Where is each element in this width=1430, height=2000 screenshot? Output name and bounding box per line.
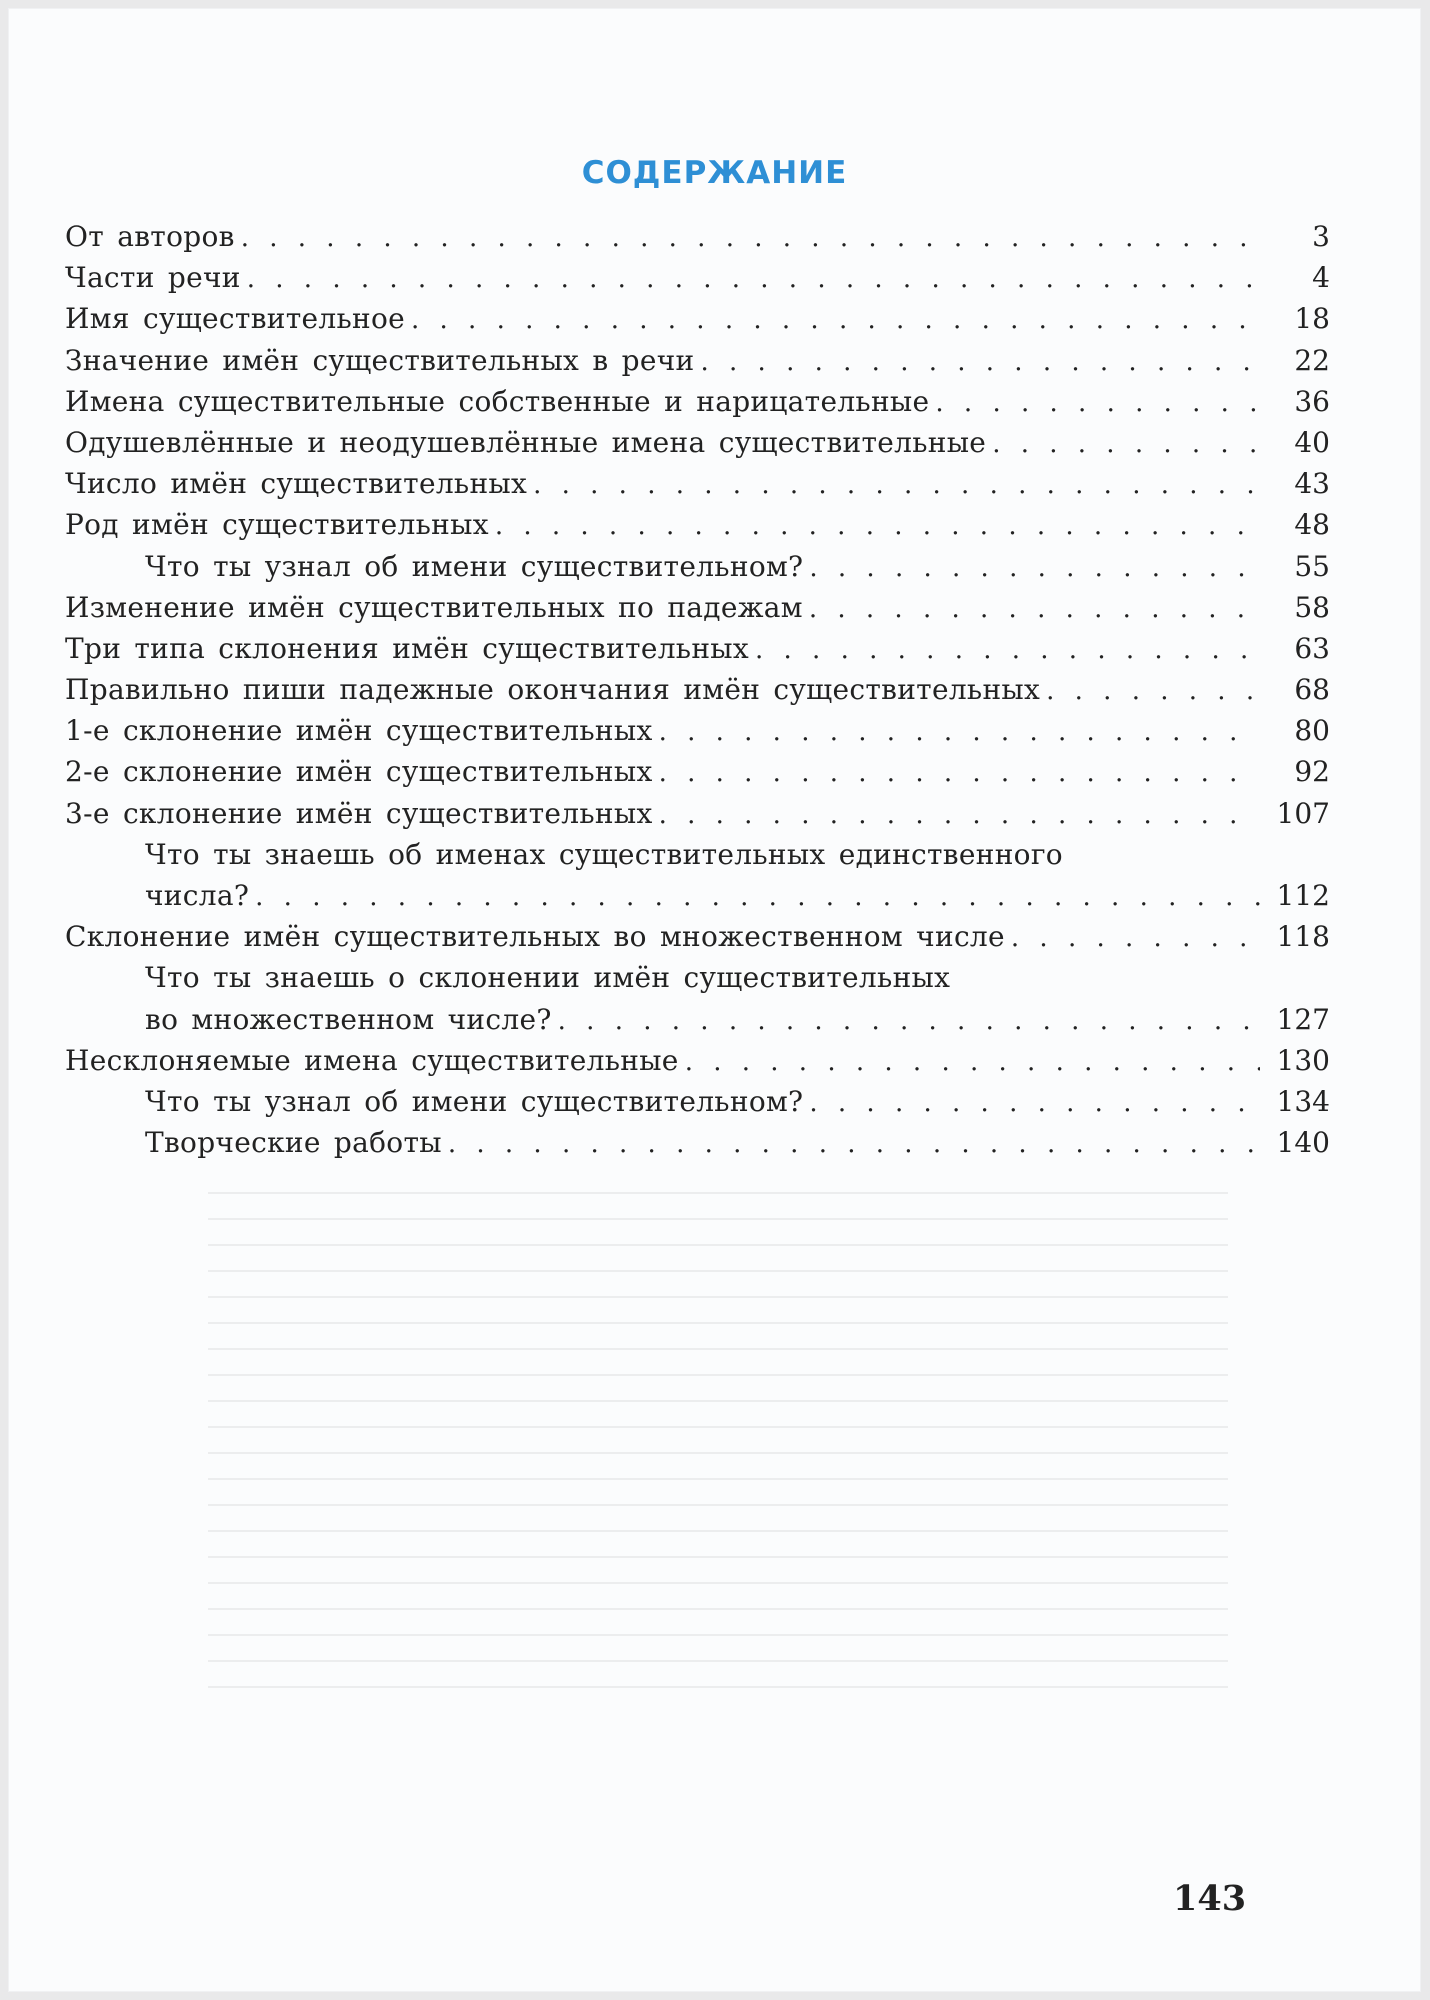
toc-entry-page: 127	[1276, 1002, 1330, 1036]
toc-entry-label: Одушевлённые и неодушевлённые имена существительные	[65, 425, 987, 459]
toc-entry-page: 107	[1276, 796, 1330, 830]
toc-entry-label: Число имён существительных	[65, 467, 528, 501]
toc-entry-page: 22	[1294, 343, 1330, 377]
toc-entry-label: Имя существительное	[65, 302, 405, 336]
leader-dots	[558, 1006, 1260, 1036]
toc-entry[interactable]	[65, 426, 1330, 467]
toc-entry-page: 68	[1294, 673, 1330, 707]
leader-dots	[241, 223, 1260, 253]
toc-entry[interactable]	[65, 797, 1330, 838]
leader-dots	[659, 717, 1260, 747]
leader-dots	[1011, 923, 1260, 953]
toc-subentry[interactable]	[65, 1126, 1330, 1167]
toc-entry-label: 2-е склонение имён существительных	[65, 755, 653, 789]
toc-entry[interactable]	[65, 385, 1330, 426]
toc-title: СОДЕРЖАНИЕ	[581, 155, 848, 191]
toc-subentry-line[interactable]	[65, 838, 1330, 879]
toc-entry-page: 92	[1294, 755, 1330, 789]
toc-entry-label: 3-е склонение имён существительных	[65, 796, 653, 830]
toc-entry[interactable]	[65, 302, 1330, 343]
toc-subentry[interactable]	[65, 1085, 1330, 1126]
leader-dots	[992, 429, 1260, 459]
leader-dots	[659, 758, 1260, 788]
toc-entry-label: числа?	[145, 879, 250, 912]
leader-dots	[411, 305, 1260, 335]
toc-entry[interactable]	[65, 508, 1330, 549]
toc-entry[interactable]	[65, 261, 1330, 302]
toc-entry[interactable]	[65, 920, 1330, 961]
toc-entry-label: Значение имён существительных в речи	[65, 343, 695, 377]
toc-entry-label: Части речи	[65, 261, 241, 295]
toc-entry[interactable]	[65, 591, 1330, 632]
toc-entry-label: Род имён существительных	[65, 508, 489, 542]
toc-subentry-line[interactable]	[65, 961, 1330, 1002]
toc-entry-label: Что ты узнал об имени существительном?	[145, 549, 804, 583]
leader-dots	[809, 553, 1260, 583]
leader-dots	[659, 800, 1260, 830]
toc-entry-label: Склонение имён существительных во множественном числе	[65, 920, 1005, 954]
toc-entry[interactable]	[65, 344, 1330, 385]
toc-entry[interactable]	[65, 673, 1330, 714]
toc-entry-page: 118	[1276, 920, 1330, 954]
leader-dots	[533, 470, 1260, 500]
toc-entry-label: Что ты знаешь о склонении имён существительных	[145, 961, 951, 995]
leader-dots	[700, 347, 1260, 377]
toc-entry-page: 4	[1312, 261, 1330, 295]
leader-dots	[755, 635, 1260, 665]
toc-entry[interactable]	[65, 1044, 1330, 1085]
toc-entry-label: Изменение имён существительных по падежам	[65, 590, 803, 624]
toc-subentry[interactable]	[65, 879, 1330, 920]
show-through-texture	[208, 1188, 1228, 1688]
toc-entry-label: Творческие работы	[145, 1126, 442, 1160]
leader-dots	[255, 882, 1260, 912]
toc-entry-label: Правильно пиши падежные окончания имён существительных	[65, 673, 1041, 707]
toc-entry[interactable]	[65, 632, 1330, 673]
toc-subentry[interactable]	[65, 1003, 1330, 1044]
leader-dots	[685, 1047, 1260, 1077]
leader-dots	[448, 1129, 1260, 1159]
toc-entry-label: 1-е склонение имён существительных	[65, 714, 653, 748]
leader-dots	[1046, 676, 1260, 706]
toc-entry-page: 55	[1294, 549, 1330, 583]
toc-entry-label: Три типа склонения имён существительных	[65, 631, 749, 665]
toc-entry-page: 58	[1294, 590, 1330, 624]
toc-entry-page: 36	[1294, 384, 1330, 418]
toc-entry-label: Несклоняемые имена существительные	[65, 1043, 679, 1077]
document-page	[8, 8, 1421, 1992]
toc-entry-page: 140	[1276, 1126, 1330, 1160]
toc-entry-page: 3	[1312, 220, 1330, 253]
toc-entry-label: Что ты знаешь об именах существительных единственного	[145, 837, 1063, 871]
leader-dots	[935, 388, 1260, 418]
toc-entry[interactable]	[65, 220, 1330, 261]
leader-dots	[247, 264, 1260, 294]
toc-entry-page: 48	[1294, 508, 1330, 542]
toc-entry-label: От авторов	[65, 220, 235, 253]
table-of-contents	[65, 220, 1330, 1167]
toc-entry-label: Имена существительные собственные и нарицательные	[65, 384, 930, 418]
leader-dots	[495, 511, 1260, 541]
toc-entry[interactable]	[65, 714, 1330, 755]
toc-entry-page: 63	[1294, 631, 1330, 665]
toc-entry[interactable]	[65, 467, 1330, 508]
toc-entry-page: 130	[1276, 1043, 1330, 1077]
leader-dots	[809, 594, 1260, 624]
toc-entry-page: 134	[1276, 1084, 1330, 1118]
toc-entry-label: во множественном числе?	[145, 1002, 552, 1036]
page-number: 143	[1173, 1878, 1247, 1919]
toc-entry-page: 18	[1294, 302, 1330, 336]
toc-subentry[interactable]	[65, 550, 1330, 591]
toc-entry[interactable]	[65, 755, 1330, 796]
toc-entry-page: 112	[1276, 879, 1330, 912]
toc-entry-page: 43	[1294, 467, 1330, 501]
toc-entry-label: Что ты узнал об имени существительном?	[145, 1084, 804, 1118]
toc-entry-page: 80	[1294, 714, 1330, 748]
toc-entry-page: 40	[1294, 425, 1330, 459]
leader-dots	[809, 1088, 1260, 1118]
